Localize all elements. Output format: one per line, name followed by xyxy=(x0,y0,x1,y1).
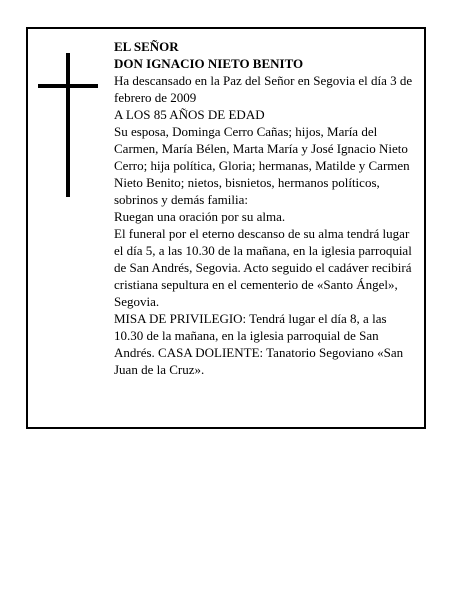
latin-cross-icon xyxy=(38,53,98,197)
deceased-name: DON IGNACIO NIETO BENITO xyxy=(114,56,304,71)
obituary-text-block xyxy=(114,38,414,378)
cross-vertical-bar xyxy=(66,53,70,197)
family-list: Su esposa, Dominga Cerro Cañas; hijos, María del Carmen, María Bélen, Marta María y José Ignacio Nieto Cerro; hija política, Gloria; hermanas, Matilde y Carmen Nieto Benito; nietos, bisnietos, hermanos políticos, sobrinos y demás familia: xyxy=(114,124,410,207)
cross-horizontal-bar xyxy=(38,84,98,88)
death-info: Ha descansado en la Paz del Señor en Segovia el día 3 de febrero de 2009 xyxy=(114,73,413,105)
age-line: A LOS 85 AÑOS DE EDAD xyxy=(114,107,265,122)
prayer-request: Ruegan una oración por su alma. xyxy=(114,209,286,224)
mass-details: MISA DE PRIVILEGIO: Tendrá lugar el día 8, a las 10.30 de la mañana, en la iglesia parroquial de San Andrés. CASA DOLIENTE: Tanatorio Segoviano «San Juan de la Cruz». xyxy=(114,311,404,377)
funeral-details: El funeral por el eterno descanso de su alma tendrá lugar el día 5, a las 10.30 de la mañana, en la iglesia parroquial de San Andrés, Segovia. Acto seguido el cadáver recibirá cristiana sepultura en el cementerio de «Santo Ángel», Segovia. xyxy=(114,226,412,309)
notice-title: EL SEÑOR xyxy=(114,39,179,54)
